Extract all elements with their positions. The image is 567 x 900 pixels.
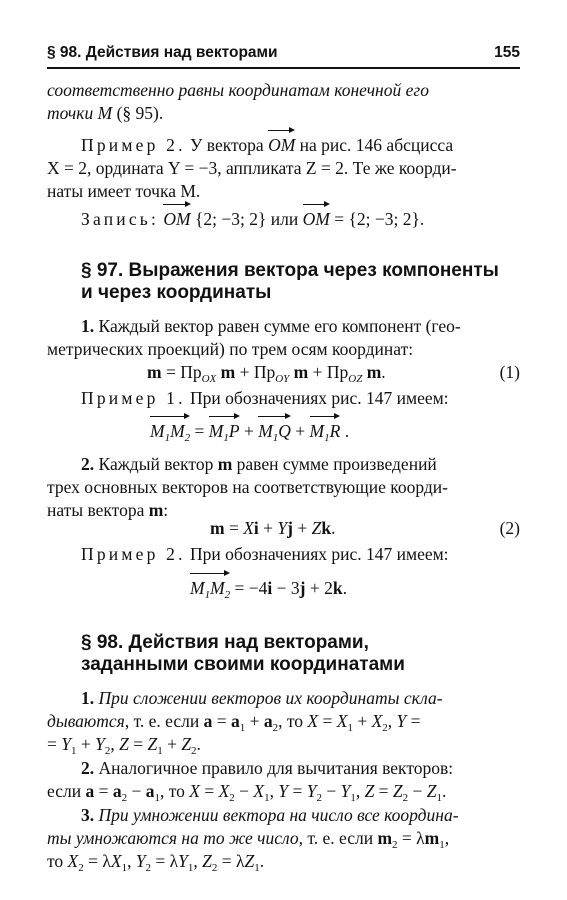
formula-1: $m = Пр_{OX}$ $m + Пр_{OY}$ $m + Пр_{OZ}$ m. [147,362,386,385]
s97-p1-line-2: метрических проекций) по трем осям координат: [47,339,414,359]
running-title: § 98. Действия над векторами [47,44,278,61]
intro-line-1: соответственно равны координатам конечной его [47,80,429,100]
s97-p2-line-3: наты вектора m: [47,500,169,520]
s98-rule-1-line-3: = $Y_1 + Y_2$, $Z = Z_1 + Z_2$. [47,734,201,757]
section-97-title-line-1: § 97. Выражения вектора через компоненты [81,260,499,281]
s97-example-2: Пример 2. При обозначениях рис. 147 имеем: [81,544,449,564]
record-line: Запись: OM {2; −3; 2} или OM = {2; −3; 2}. [81,207,424,232]
formula-2-number: (2) [499,518,520,538]
s97-p2-line-2: трех основных векторов на соответствующие коорди- [47,477,448,497]
s98-rule-2-line-2: если $a = a_2 - a_1$, то $X = X_2 - X_1$, $Y = Y_2 - Y_1$, $Z = Z_2 - Z_1$. [47,781,447,804]
s97-p2-line-1: 2. Каждый вектор m равен сумме произведений [81,454,437,474]
page-number: 155 [494,44,520,61]
section-97-title-line-2: и через координаты [81,282,272,303]
formula-1-number: (1) [499,362,520,382]
s98-rule-1-line-1: 1. При сложении векторов их координаты скла- [81,688,443,708]
formula-2: m = Xi + Yj + Zk. [210,518,336,538]
s97-example-1: Пример 1. При обозначениях рис. 147 имеем: [81,388,449,408]
section-98-title-line-1: § 98. Действия над векторами, [81,632,369,653]
s98-rule-3-line-3: то $X_2 = \lambda X_1$, $Y_2 = \lambda Y_1$, $Z_2 = \lambda Z_1$. [47,851,265,874]
example-a-line-1: Пример 2. У вектора OM на рис. 146 абсцисса [81,133,453,158]
example-a-line-3: наты имеет точка M. [47,181,201,201]
s98-rule-3-line-1: 3. При умножении вектора на число все координа- [81,805,459,825]
s98-rule-1-line-2: дываются, т. е. если $a = a_1 + a_2$, то $X = X_1 + X_2$, Y = [47,711,421,734]
header-rule [47,67,520,69]
s98-rule-2-line-1: 2. Аналогичное правило для вычитания векторов: [81,758,454,778]
example-a-line-2: X = 2, ордината Y = −3, аппликата Z = 2. Те же коорди- [47,158,457,178]
s97-example-1-formula: $M_1M_2 = M_1P + M_1Q + M_1R$ . [150,421,350,444]
s97-example-2-formula: $M_1M_2 = -4i - 3j + 2k$. [190,578,347,601]
s97-p1-line-1: 1. Каждый вектор равен сумме его компонент (гео- [81,316,461,336]
s98-rule-3-line-2: ты умножаются на то же число, т. е. если $m_2 = \lambda m_1$, [47,828,450,851]
intro-line-2: точки M (§ 95). [47,103,164,123]
section-98-title-line-2: заданными своими координатами [81,654,405,675]
